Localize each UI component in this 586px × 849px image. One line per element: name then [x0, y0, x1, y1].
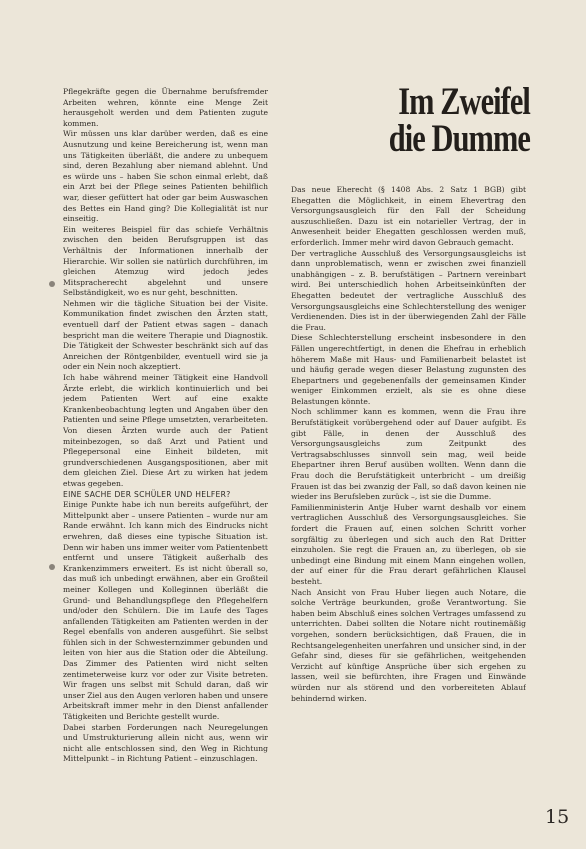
left-paragraph: Ein weiteres Beispiel für das schiefe Verhältnis zwischen den beiden Berufsgruppen ist das Verhältnis der Informationen innerhalb der Hierarchie. Wir sollen sie natürlich durchführen, im gleichen Atemzug wird jedoch jedes Mitspracherecht abgelehnt und unsere Selbständigkeit, wo es nur geht, beschnitten.	[63, 224, 268, 298]
right-paragraph: Familienministerin Antje Huber warnt deshalb vor einem vertraglichen Ausschluß des Versorgungsausgleiches. Sie fordert die Frauen auf, einen solchen Schritt vorher sorgfältig zu überlegen und sich auch den Rat Dritter einzuholen. Sie regt die Frauen an, zu überlegen, ob sie unbedingt eine Bindung mit einem Mann eingehen wollen, der auf einer für die Frau derart gefährlichen Klausel besteht.	[291, 502, 526, 586]
right-paragraph: Das neue Eherecht (§ 1408 Abs. 2 Satz 1 BGB) gibt Ehegatten die Möglichkeit, in einem Ehevertrag den Versorgungsausgleich für den Fall der Scheidung auszuschließen. Dazu ist ein notarieller Vertrag, der in Anwesenheit beider Ehegatten geschlossen werden muß, erforderlich. Immer mehr wird davon Gebrauch gemacht.	[291, 185, 526, 247]
right-paragraph: Diese Schlechterstellung erscheint insbesondere in den Fällen ungerechtfertigt, in denen die Ehefrau in erheblich höherem Maße mit Haus- und Familienarbeit belastet ist und häufig gerade wegen dieser Belastung zugunsten des Ehepartners und gegebenenfalls der gemeinsamen Kinder weniger Einkommen erzielt, als sie es ohne diese Belastungen könnte.	[291, 333, 526, 406]
left-paragraph: Dabei starben Forderungen nach Neuregelungen und Umstrukturierung allein nicht aus, wenn wir nicht alle entschlossen sind, den Weg in Richtung Mittelpunkt – in Richtung Patient – einzuschlagen.	[63, 722, 268, 764]
page-number: 15	[545, 806, 570, 828]
article-title	[388, 80, 530, 160]
right-paragraph: Nach Ansicht von Frau Huber liegen auch Notare, die solche Verträge beurkunden, große Verantwortung. Sie haben beim Abschluß eines solchen Vertrages umfassend zu unterrichten. Dabei sollten die Notare nicht routinemäßig vorgehen, sondern berücksichtigen, daß Frauen, die in Rechtsangelegenheiten unerfahren und unsicher sind, in der Gefahr sind, dieses für sie gefährlichen, weitgehenden Verzicht auf künftige Ansprüche über sich ergehen zu lassen, weil sie befürchten, ihre Fragen und Einwände würden nur als störend und den vorbereiteten Ablauf behindernd wirken.	[291, 587, 526, 703]
article-title-line-2: die Dumme	[388, 117, 530, 160]
section-subheading: EINE SACHE DER SCHÜLER UND HELFER?	[63, 489, 231, 499]
right-paragraph: Der vertragliche Ausschluß des Versorgungsausgleichs ist dann unproblematisch, wenn er zwischen zwei finanziell unabhängigen – z. B. berufstätigen – Partnern vereinbart wird. Bei unterschiedlich hohen Arbeitseinkünften der Ehegatten bedeutet der vertragliche Ausschluß des Versorgungsausgleichs eine Schlechterstellung des weniger Verdienenden. Dies ist in der überwiegenden Zahl der Fälle die Frau.	[291, 248, 526, 332]
left-paragraph: Nehmen wir die tägliche Situation bei der Visite. Kommunikation findet zwischen den Ärzten statt, eventuell darf der Patient etwas sagen – danach bespricht man die weitere Therapie und Diagnostik. Die Tätigkeit der Schwester beschränkt sich auf das Anreichen der Röntgenbilder, eventuell wird sie ja oder ein Nein noch akzeptiert.	[63, 298, 268, 372]
left-paragraph: Wir müssen uns klar darüber werden, daß es eine Ausnutzung und keine Bereicherung ist, wenn man uns Tätigkeiten überläßt, die andere zu unbequem sind, deren Bezahlung aber niemand ablehnt. Und es würde uns – haben Sie schon einmal erlebt, daß ein Arzt bei der Pflege seines Patienten behilflich war, dieser gefüttert hat oder gar beim Auswaschen des Bettes ein Hand ging? Die Kollegialität ist nur einseitig.	[63, 129, 268, 224]
right-column	[291, 185, 526, 845]
punch-hole-bottom	[49, 564, 55, 570]
left-paragraph: Pflegekräfte gegen die Übernahme berufsfremder Arbeiten wehren, könnte eine Menge Zeit herausgeholt werden und dem Patienten zugute kommen.	[63, 87, 268, 128]
left-paragraph: Einige Punkte habe ich nun bereits aufgeführt, der Mittelpunkt aber – unsere Patienten – wurde nur am Rande erwähnt. Ich kann mich des Eindrucks nicht erwehren, daß dieses eine typische Situation ist. Denn wir haben uns immer weiter vom Patientenbett entfernt und unsere Tätigkeit außerhalb des Krankenzimmers erweitert. Es ist nicht überall so, das muß ich unbedingt erwähnen, aber ein Großteil meiner Kollegen und Kolleginnen überläßt die Grund- und Behandlungspflege den Pflegehelfern und/oder den Schülern. Die im Laufe des Tages anfallenden Tätigkeiten am Patienten werden in der Regel ebenfalls von anderen ausgeführt. Sie selbst fühlen sich in der Schwesternzimmer gebunden und leiten von hier aus die Station oder die Abteilung. Das Zimmer des Patienten wird nicht selten zentimeterweise kurz vor oder zur Visite betreten. Wir fragen uns selbst mit Schuld daran, daß wir unser Ziel aus den Augen verloren haben und unsere Arbeitskraft immer mehr in den Dienst anfallender Tätigkeiten und Berichte gestellt wurde.	[63, 500, 268, 722]
right-paragraph: Noch schlimmer kann es kommen, wenn die Frau ihre Berufstätigkeit vorübergehend oder auf Dauer aufgibt. Es gibt Fälle, in denen der Ausschluß des Versorgungsausgleichs zum Zeitpunkt des Vertragsabschlusses sinnvoll sein mag, weil beide Ehepartner ihren Beruf ausüben wollten. Wenn dann die Frau doch die Berufstätigkeit unterbricht – um dreißig Frauen ist das bei zwanzig der Fall, so daß davon keinen nie wieder ins Berufsleben zurück –, ist sie die Dumme.	[291, 407, 526, 502]
article-title-line-1: Im Zweifel	[398, 80, 530, 123]
left-column	[63, 87, 268, 842]
left-paragraph: Ich habe während meiner Tätigkeit eine Handvoll Ärzte erlebt, die wirklich kontinuierlich und bei jedem Patienten Wert auf eine exakte Krankenbeobachtung legten und Angaben über den Patienten und seine Pflege umsetzten, verarbeiteten. Von diesen Ärzten wurde auch der Patient miteinbezogen, so daß Arzt und Patient und Pflegepersonal eine Einheit bildeten, mit grundverschiedenen Ausgangspositionen, aber mit dem gleichen Ziel. Diese Art zu wirken hat jedem etwas gegeben.	[63, 373, 268, 488]
punch-hole-top	[49, 281, 55, 287]
